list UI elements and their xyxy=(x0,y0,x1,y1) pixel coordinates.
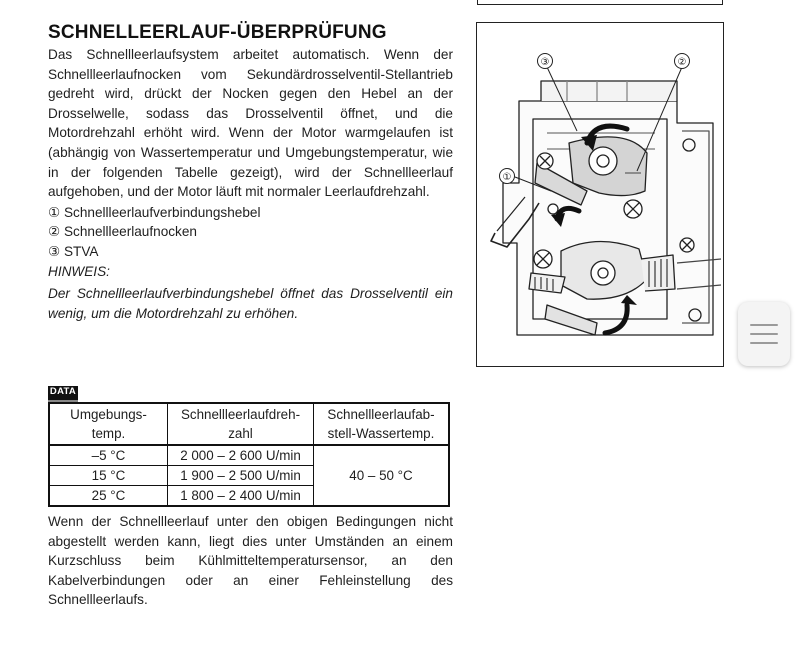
throttle-body-illustration xyxy=(476,22,724,367)
figure-legend xyxy=(48,203,260,261)
note-heading: HINWEIS: xyxy=(48,264,110,279)
cell-ambient-temp: –5 °C xyxy=(49,445,168,466)
callout-1-label: ① xyxy=(502,172,512,183)
legend-item-2 xyxy=(48,222,260,241)
previous-figure-frame-edge xyxy=(477,0,723,5)
intro-paragraph: Das Schnellleerlaufsystem arbeitet automatisch. Wenn der Schnellleerlaufnocken vom Sekundärdrosselventil-Stellantrieb gedreht wird, drückt der Nocken gegen den Hebel an der Drosselwelle, sodass das Drosselventil öffnet, und die Motordrehzahl erhöht wird. Wenn der Motor warmgelaufen ist (abhängig von Wassertemperatur und Umgebungstemperatur, wie in der folgenden Tabelle gezeigt), wird der Schnellleerlauf aufgehoben, und der Motor läuft mit normaler Leerlaufdrehzahl. xyxy=(48,47,453,200)
spec-table xyxy=(48,402,450,507)
cell-cutoff-water-temp: 40 – 50 °C xyxy=(314,445,450,506)
data-badge: DATA xyxy=(48,386,78,402)
page-scroll-handle[interactable] xyxy=(738,302,790,366)
cell-fast-idle-speed: 1 900 – 2 500 U/min xyxy=(168,466,314,486)
handle-grip-line xyxy=(750,324,778,326)
cell-fast-idle-speed: 1 800 – 2 400 U/min xyxy=(168,486,314,507)
header-ambient-temp: Umgebungs- temp. xyxy=(49,403,168,445)
throttle-body-drawing xyxy=(477,23,722,365)
table-header-row xyxy=(49,403,449,445)
handle-grip-line xyxy=(750,342,778,344)
legend-number: ③ xyxy=(48,243,61,259)
cell-ambient-temp: 15 °C xyxy=(49,466,168,486)
header-cutoff-water-temp: Schnellleerlaufab- stell-Wassertemp. xyxy=(314,403,450,445)
legend-label: Schnellleerlaufverbindungshebel xyxy=(63,205,261,220)
legend-label: Schnellleerlaufnocken xyxy=(63,224,197,240)
closing-paragraph: Wenn der Schnellleerlauf unter den obigen Bedingungen nicht abgestellt werden kann, liegt dies unter Umständen an einem Kurzschluss beim Kühlmitteltemperatursensor, an den Kabelverbindungen oder an einer Fehleinstellung des Schnellleerlaufs. xyxy=(48,514,453,608)
header-fast-idle-speed: Schnellleerlaufdreh- zahl xyxy=(168,403,314,445)
legend-number: ② xyxy=(48,224,61,240)
note-text: Der Schnellleerlaufverbindungshebel öffnet das Drosselventil ein wenig, um die Motordrehzahl zu erhöhen. xyxy=(48,286,453,321)
legend-number: ① xyxy=(48,205,61,220)
legend-item-1 xyxy=(48,203,260,222)
legend-item-3 xyxy=(48,242,260,261)
legend-label: STVA xyxy=(63,243,99,259)
cell-ambient-temp: 25 °C xyxy=(49,486,168,507)
handle-grip-line xyxy=(750,333,778,335)
callout-2-label: ② xyxy=(677,57,687,68)
cell-fast-idle-speed: 2 000 – 2 600 U/min xyxy=(168,445,314,466)
page-title: SCHNELLEERLAUF-ÜBERPRÜFUNG xyxy=(48,22,387,43)
callout-3-label: ③ xyxy=(540,57,550,68)
table-row xyxy=(49,445,449,466)
